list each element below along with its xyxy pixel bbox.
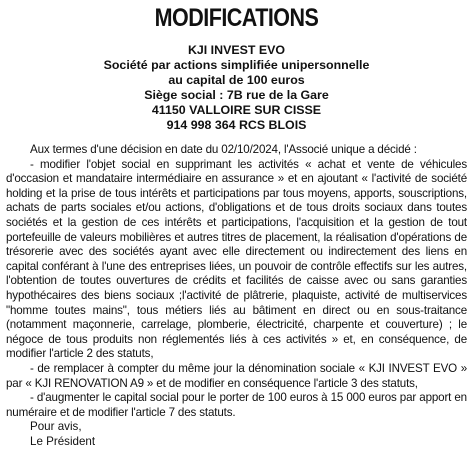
company-city: 41150 VALLOIRE SUR CISSE <box>151 103 322 117</box>
company-legal-form: Société par actions simplifiée unipersonnelle <box>103 58 370 72</box>
decision-item-object: - modifier l'objet social en supprimant les activités « achat et vente de véhicules d'occasion et mandataire intermédiaire en assurance » et en ajoutant « l'activité de société holding et la prise de tous intérêts et participations par tous moyens, apports, souscriptions, achats de parts sociales et/ou actions, d'obligations et de tous droits sociaux dans toutes sociétés et la gestion de ces intérêts et participations, l'acquisition et la gestion de tout portefeuille de valeurs mobilières et autres titres de placement, la réalisation d'opérations de trésorerie avec des sociétés ayant avec elle directement ou indirectement des liens en capital conférant à l'une des entreprises liées, un pouvoir de contrôle effectifs sur les autres, l'obtention de toutes ouvertures de crédits et facilités de caisse avec ou sans garanties hypothécaires des biens sociaux ;l'activité de plâtrerie, plaquiste, activité de multiservices "homme toutes mains", tous métiers liés au bâtiment en direct ou en sous-traitance (notamment maçonnerie, carrelage, plomberie, électricité, charpente et couverture) ; le négoce de tous produits non réglementés liés à ces activités » et, en conséquence, de modifier l'article 2 des statuts, <box>6 157 467 361</box>
closing-text: Pour avis, <box>30 420 82 434</box>
notice-body <box>6 143 467 420</box>
company-header <box>6 43 467 133</box>
decision-intro: Aux termes d'une décision en date du 02/10/2024, l'Associé unique a décidé : <box>30 143 417 156</box>
company-name: KJI INVEST EVO <box>187 43 286 57</box>
company-capital: au capital de 100 euros <box>168 73 305 87</box>
decision-item-capital: - d'augmenter le capital social pour le porter de 100 euros à 15 000 euros par apport en numéraire et de modifier l'article 7 des statuts. <box>6 391 467 419</box>
notice-title: MODIFICATIONS <box>154 4 319 32</box>
decision-item-name: - de remplacer à compter du même jour la dénomination sociale « KJI INVEST EVO » par « KJI RENOVATION A9 » et de modifier en conséquence l'article 3 des statuts, <box>6 361 467 390</box>
company-rcs: 914 998 364 RCS BLOIS <box>166 118 307 132</box>
signatory: Le Président <box>30 434 96 448</box>
company-registered-office: Siège social : 7B rue de la Gare <box>144 88 329 102</box>
